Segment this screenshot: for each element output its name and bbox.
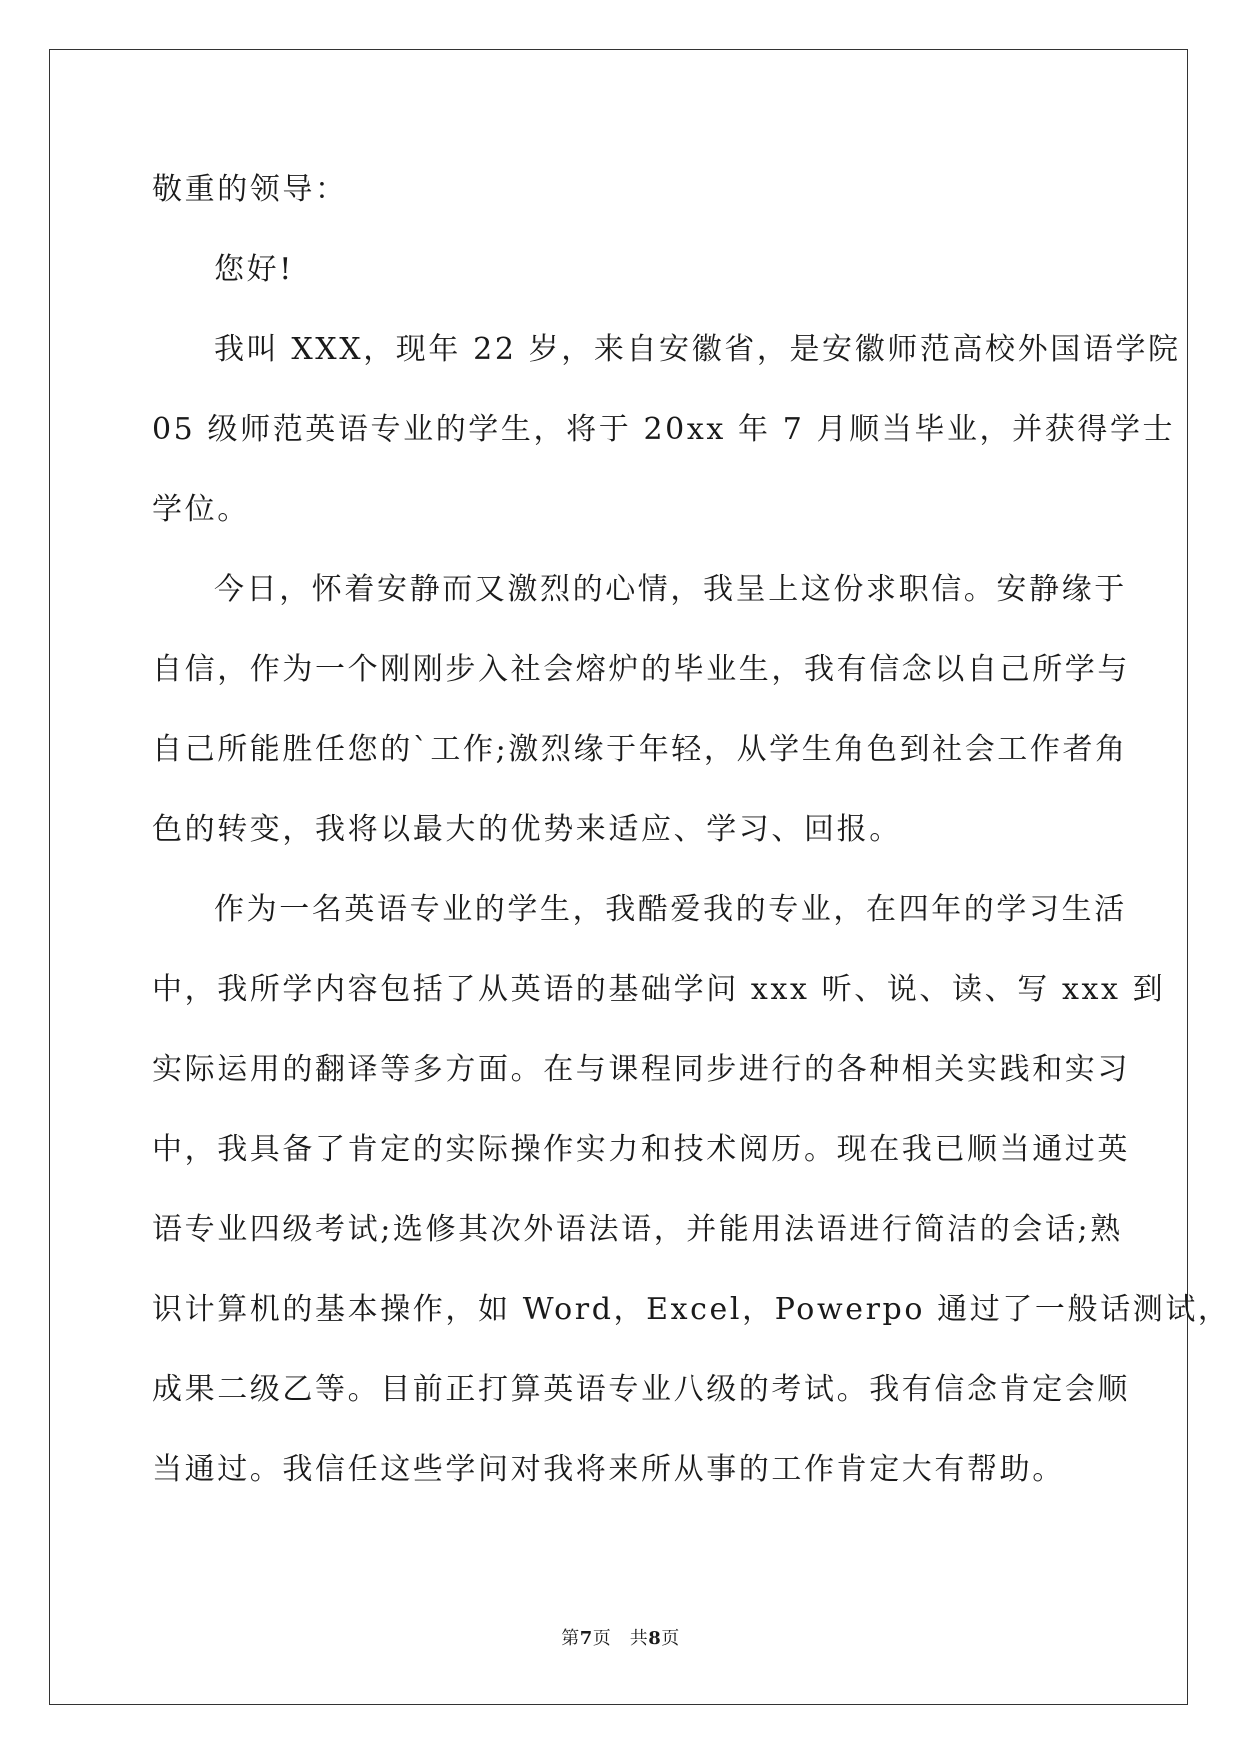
paragraph-line: 作为一名英语专业的学生，我酷爱我的专业，在四年的学习生活 (214, 892, 1127, 927)
page-number-footer (0, 1624, 1241, 1650)
paragraph-line: 自己所能胜任您的`工作;激烈缘于年轻，从学生角色到社会工作者角 (152, 732, 1128, 767)
salutation: 敬重的领导： (152, 172, 348, 207)
letter-body (152, 162, 1231, 1522)
greeting: 您好! (214, 252, 294, 287)
paragraph-line: 学位。 (152, 492, 250, 527)
paragraph-line: 05 级师范英语专业的学生，将于 20xx 年 7 月顺当毕业，并获得学士 (152, 412, 1176, 447)
paragraph-line: 识计算机的基本操作，如 Word，Excel，Powerpo 通过了一般话测试， (152, 1292, 1231, 1327)
paragraph-line: 我叫 XXX，现年 22 岁，来自安徽省，是安徽师范高校外国语学院 (214, 332, 1181, 367)
paragraph-line: 当通过。我信任这些学问对我将来所从事的工作肯定大有帮助。 (152, 1452, 1065, 1487)
page-prefix: 第 (561, 1628, 580, 1649)
page-suffix: 页 (661, 1628, 680, 1649)
paragraph-line: 中，我具备了肯定的实际操作实力和技术阅历。现在我已顺当通过英 (152, 1132, 1130, 1167)
paragraph-line: 语专业四级考试;选修其次外语法语，并能用法语进行简洁的会话;熟 (152, 1212, 1123, 1247)
paragraph-line: 色的转变，我将以最大的优势来适应、学习、回报。 (152, 812, 902, 847)
total-page-number: 8 (648, 1628, 662, 1649)
current-page-number: 7 (579, 1628, 593, 1649)
page-separator: 页 共 (592, 1628, 649, 1649)
paragraph-line: 中，我所学内容包括了从英语的基础学问 xxx 听、说、读、写 xxx 到 (152, 972, 1166, 1007)
paragraph-line: 实际运用的翻译等多方面。在与课程同步进行的各种相关实践和实习 (152, 1052, 1130, 1087)
paragraph-line: 成果二级乙等。目前正打算英语专业八级的考试。我有信念肯定会顺 (152, 1372, 1130, 1407)
paragraph-line: 今日，怀着安静而又激烈的心情，我呈上这份求职信。安静缘于 (214, 572, 1127, 607)
paragraph-line: 自信，作为一个刚刚步入社会熔炉的毕业生，我有信念以自己所学与 (152, 652, 1130, 687)
